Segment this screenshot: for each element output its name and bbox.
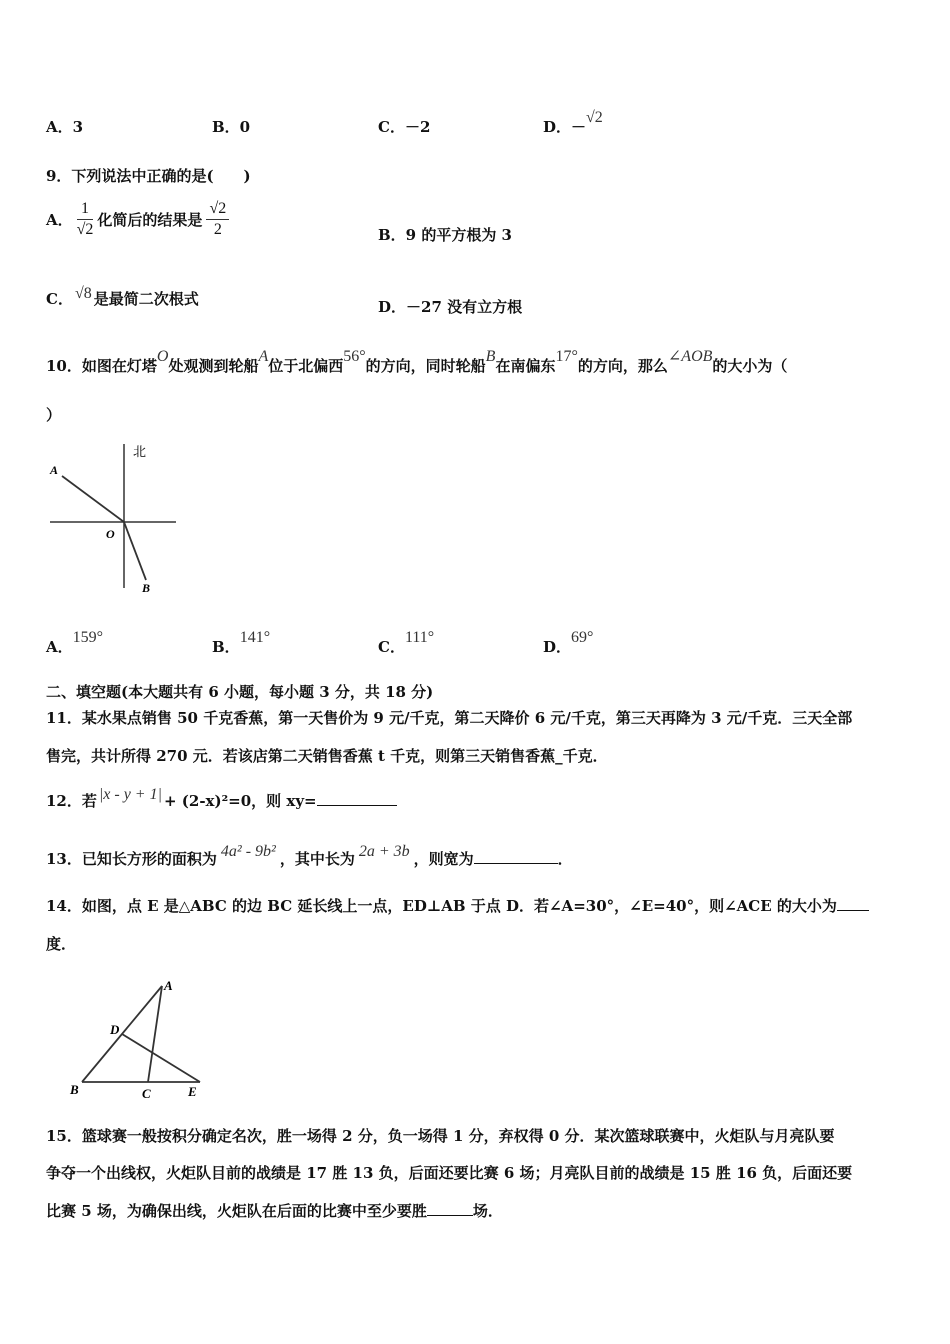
q9-option-a-res-num: √2 — [206, 200, 229, 220]
q10-text-1: 10．如图在灯塔 — [46, 357, 157, 375]
q13-text-4: ． — [557, 850, 573, 868]
q9-option-d: D．－27 没有立方根 — [378, 298, 523, 316]
q12 — [46, 786, 397, 811]
q9-option-c — [46, 285, 199, 309]
q10-stem — [46, 348, 788, 376]
q13 — [46, 843, 573, 869]
q10-text-7: 的大小为（ — [712, 357, 788, 375]
q8-option-d — [543, 109, 603, 137]
q9-option-a-text: 化简后的结果是 — [97, 211, 203, 229]
q9-option-a-frac-num: 1 — [77, 200, 94, 220]
q10-option-a — [46, 629, 104, 657]
q8-option-d-math: √2 — [586, 109, 603, 126]
q13-length-expression: 2a + 3b — [358, 843, 410, 860]
q9-option-c-text: 是最简二次根式 — [93, 290, 199, 308]
q10-text-6: 的方向，那么 — [577, 357, 668, 375]
q13-text-1: 13．已知长方形的面积为 — [46, 850, 217, 868]
q14-figure-d: D — [110, 1022, 120, 1037]
q14-figure-b: B — [70, 1082, 79, 1097]
q10-figure — [44, 440, 184, 600]
q10-option-b-value: 141° — [239, 629, 271, 646]
q9-option-a-result — [206, 200, 229, 239]
q10-text-3: 位于北偏西 — [268, 357, 344, 375]
q15-answer-blank — [427, 1201, 473, 1216]
q10-ray-ob — [124, 522, 146, 580]
q12-text-1: 12．若 — [46, 792, 97, 810]
section-2-heading: 二、填空题(本大题共有 6 小题，每小题 3 分，共 18 分) — [46, 683, 434, 701]
q12-answer-blank — [317, 791, 397, 806]
q11-line-2: 售完，共计所得 270 元．若该店第二天销售香蕉 t 千克，则第三天销售香蕉_千克． — [46, 747, 608, 765]
q9-option-c-label: C． — [46, 290, 73, 308]
q8-option-a: A．3 — [46, 118, 84, 136]
q13-text-2: ，其中长为 — [279, 850, 355, 868]
q10-angle-56: 56° — [343, 348, 366, 365]
q9-option-a-label: A． — [46, 211, 73, 229]
q13-answer-blank — [474, 849, 558, 864]
q10-point-o: O — [156, 348, 169, 365]
q9-option-a — [46, 200, 233, 239]
q10-figure-north: 北 — [133, 444, 147, 459]
q10-option-b-label: B． — [212, 638, 240, 656]
q8-option-b: B．0 — [212, 118, 251, 136]
q14-figure-a: A — [164, 978, 173, 993]
q10-option-a-value: 159° — [72, 629, 104, 646]
q10-option-b — [212, 629, 271, 657]
q10-option-c — [378, 629, 435, 657]
q9-option-b: B．9 的平方根为 3 — [378, 226, 512, 244]
q10-option-a-label: A． — [46, 638, 73, 656]
q10-option-c-label: C． — [378, 638, 405, 656]
q10-figure-b: B — [142, 581, 151, 595]
q15-line-1: 15．篮球赛一般按积分确定名次，胜一场得 2 分，负一场得 1 分，弃权得 0 分．某次篮球联赛中，火炬队与月亮队要 — [46, 1127, 835, 1145]
q9-option-a-res-den: 2 — [213, 221, 222, 238]
q9-option-a-frac-den: √2 — [76, 221, 94, 238]
q10-ray-oa — [62, 476, 124, 522]
q12-abs-expression: |x - y + 1| — [98, 786, 162, 803]
q10-text-4: 的方向，同时轮船 — [365, 357, 486, 375]
q14-figure-c: C — [142, 1086, 151, 1101]
q10-option-d-label: D． — [543, 638, 572, 656]
q15-line-3 — [46, 1200, 503, 1221]
q15-text-2: 场． — [472, 1202, 503, 1220]
q10-angle-aob: ∠AOB — [667, 348, 713, 365]
q14-segment-ed — [122, 1034, 200, 1082]
q9-option-c-math: √8 — [74, 285, 92, 302]
q10-option-d-value: 69° — [571, 629, 594, 646]
q10-option-d — [543, 629, 594, 657]
q15-text-1: 比赛 5 场，为确保出线，火炬队在后面的比赛中至少要胜 — [46, 1202, 427, 1220]
q15-line-2: 争夺一个出线权，火炬队目前的战绩是 17 胜 13 负，后面还要比赛 6 场；月亮队目前的战绩是 15 胜 16 负，后面还要 — [46, 1164, 853, 1182]
q14-answer-blank — [837, 896, 869, 911]
q10-option-c-value: 111° — [404, 629, 435, 646]
q10-text-5: 在南偏东 — [495, 357, 556, 375]
q10-point-b: B — [485, 348, 496, 365]
q14-line-1 — [46, 895, 869, 916]
q9-stem: 9．下列说法中正确的是( ) — [46, 167, 251, 185]
q10-angle-17: 17° — [555, 348, 578, 365]
q14-figure — [60, 972, 220, 1102]
q13-area-expression: 4a² - 9b² — [220, 843, 276, 860]
q8-option-d-label: D．－ — [543, 118, 587, 136]
q10-figure-o: O — [106, 527, 115, 541]
q10-text-2: 处观测到轮船 — [168, 357, 259, 375]
q9-option-a-fraction — [77, 200, 94, 239]
q14-text: 14．如图，点 E 是△ABC 的边 BC 延长线上一点，ED⊥AB 于点 D．若∠A=30°，∠E=40°，则∠ACE 的大小为 — [46, 897, 837, 915]
q13-text-3: ，则宽为 — [413, 850, 474, 868]
q10-figure-a: A — [50, 463, 59, 477]
q12-text-2: + (2-x)²=0，则 xy= — [164, 792, 317, 810]
q8-option-c: C．－2 — [378, 118, 431, 136]
q10-stem-close: ） — [46, 406, 62, 424]
q14-line-2: 度． — [46, 935, 77, 953]
q11-line-1: 11．某水果点销售 50 千克香蕉，第一天售价为 9 元/千克，第二天降价 6 元/千克，第三天再降为 3 元/千克．三天全部 — [46, 709, 853, 727]
q10-point-a: A — [258, 348, 269, 365]
q14-figure-e: E — [188, 1084, 197, 1099]
